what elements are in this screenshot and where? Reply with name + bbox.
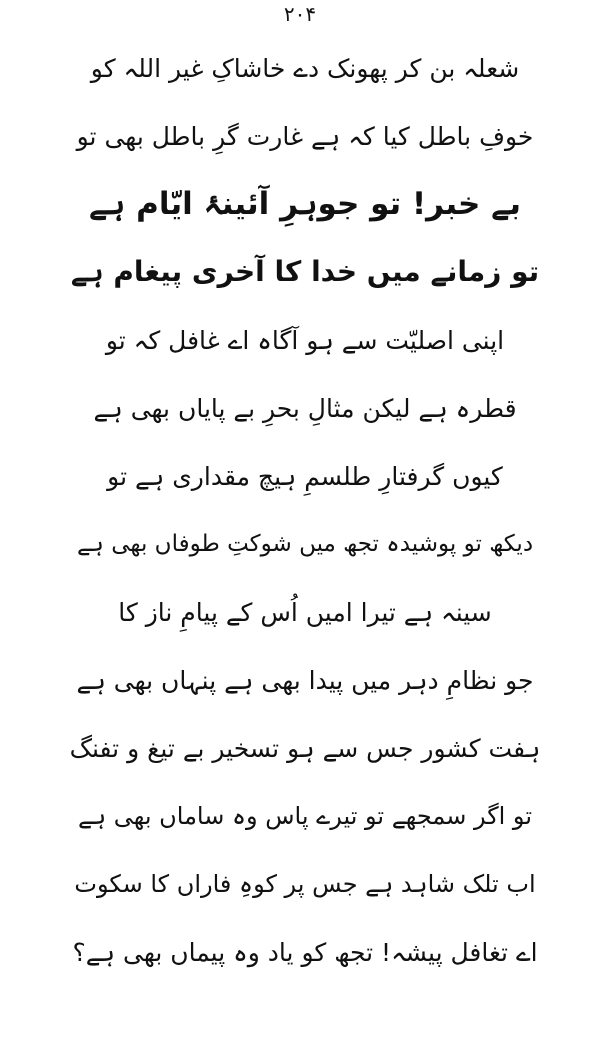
verse-line-11: ہفت کشور جس سے ہو تسخیر بے تیغ و تفنگ — [70, 733, 540, 763]
verse-line-10: جو نظامِ دہر میں پیدا بھی ہے پنہاں بھی ہے — [76, 665, 534, 695]
verse-line-13: اب تلک شاہد ہے جس پر کوہِ فاراں کا سکوت — [74, 870, 536, 898]
verse-line-8: دیکھ تو پوشیدہ تجھ میں شوکتِ طوفاں بھی ہے — [76, 530, 534, 557]
verse-line-4: تو زمانے میں خدا کا آخری پیغام ہے — [70, 255, 540, 288]
verse-list — [70, 34, 540, 986]
verse-line-14: اے تغافل پیشہ! تجھ کو یاد وہ پیماں بھی ہے؟ — [72, 937, 538, 967]
verse-line-9: سینہ ہے تیرا امیں اُس کے پیامِ ناز کا — [118, 597, 492, 627]
verse-line-2: خوفِ باطل کیا کہ ہے غارت گرِ باطل بھی تو — [76, 121, 534, 151]
verse-line-6: قطرہ ہے لیکن مثالِ بحرِ بے پایاں بھی ہے — [93, 393, 517, 423]
verse-line-7: کیوں گرفتارِ طلسمِ ہیچ مقداری ہے تو — [107, 461, 503, 491]
page-number: ۲۰۴ — [283, 2, 317, 26]
verse-line-3: بے خبر! تو جوہرِ آئینۂ ایّام ہے — [89, 185, 521, 222]
verse-line-5: اپنی اصلیّت سے ہو آگاہ اے غافل کہ تو — [105, 325, 505, 355]
verse-line-12: تو اگر سمجھے تو تیرے پاس وہ ساماں بھی ہے — [78, 802, 533, 830]
verse-line-1: شعلہ بن کر پھونک دے خاشاکِ غیر اللہ کو — [90, 53, 520, 83]
